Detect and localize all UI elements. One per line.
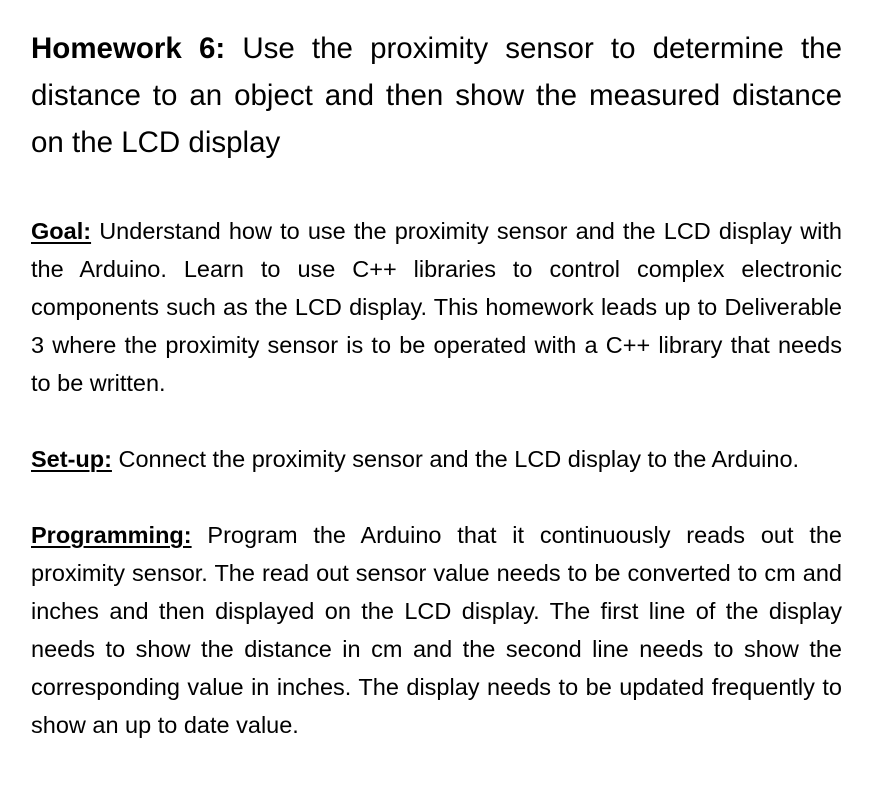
homework-title-text: Use the proximity sensor to determine the distance to an object and then show the measured distance on the LCD display bbox=[31, 32, 842, 159]
setup-section bbox=[31, 440, 842, 478]
setup-label: Set-up: bbox=[31, 446, 112, 472]
goal-section bbox=[31, 212, 842, 402]
programming-text: Program the Arduino that it continuously reads out the proximity sensor. The read out sensor value needs to be converted to cm and inches and then displayed on the LCD display. The first line of the display needs to show the distance in cm and the second line needs to show the corresponding value in inches. The display needs to be updated frequently to show an up to date value. bbox=[31, 522, 842, 738]
homework-number: Homework 6: bbox=[31, 32, 226, 65]
goal-text: Understand how to use the proximity sensor and the LCD display with the Arduino. Learn to use C++ libraries to control complex electronic components such as the LCD display. This homework leads up to Deliverable 3 where the proximity sensor is to be operated with a C++ library that needs to be written. bbox=[31, 218, 842, 396]
goal-label: Goal: bbox=[31, 218, 92, 244]
programming-section bbox=[31, 516, 842, 744]
setup-text: Connect the proximity sensor and the LCD display to the Arduino. bbox=[111, 446, 800, 472]
homework-title bbox=[31, 25, 842, 166]
programming-label: Programming: bbox=[31, 522, 192, 548]
